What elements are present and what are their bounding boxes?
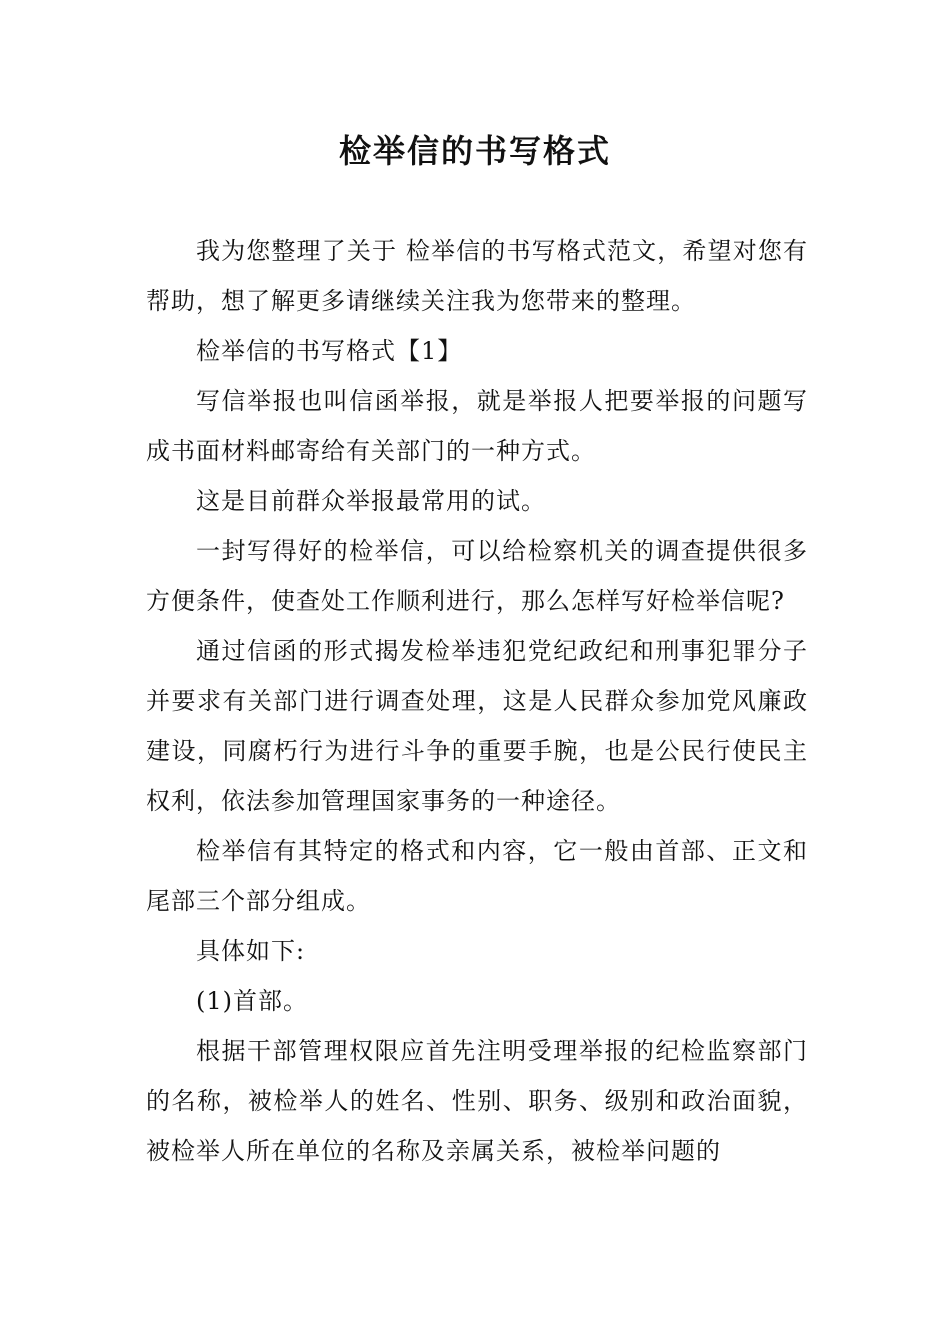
paragraph: 检举信有其特定的格式和内容，它一般由首部、正文和尾部三个部分组成。 [146,837,808,915]
paragraph: 根据干部管理权限应首先注明受理举报的纪检监察部门的名称，被检举人的姓名、性别、职务、级别和政治面貌，被检举人所在单位的名称及亲属关系，被检举问题的 [146,1037,808,1165]
document-title: 检举信的书写格式 [338,132,611,170]
paragraph: 写信举报也叫信函举报，就是举报人把要举报的问题写成书面材料邮寄给有关部门的一种方式。 [146,387,808,465]
paragraph: 具体如下: [196,937,306,965]
paragraph: 这是目前群众举报最常用的试。 [196,487,546,515]
paragraph-section-heading: 检举信的书写格式【1】 [196,337,463,365]
paragraph: 一封写得好的检举信，可以给检察机关的调查提供很多方便条件，使查处工作顺利进行，那么怎样写好检举信呢? [146,537,808,615]
paragraph: 通过信函的形式揭发检举违犯党纪政纪和刑事犯罪分子并要求有关部门进行调查处理，这是人民群众参加党风廉政建设，同腐朽行为进行斗争的重要手腕，也是公民行使民主权利，依法参加管理国家事务的一种途径。 [146,637,808,815]
document-body [146,226,808,1176]
paragraph-intro: 我为您整理了关于 检举信的书写格式范文，希望对您有帮助，想了解更多请继续关注我为您带来的整理。 [146,237,808,315]
paragraph-subheading: (1)首部。 [196,987,308,1015]
